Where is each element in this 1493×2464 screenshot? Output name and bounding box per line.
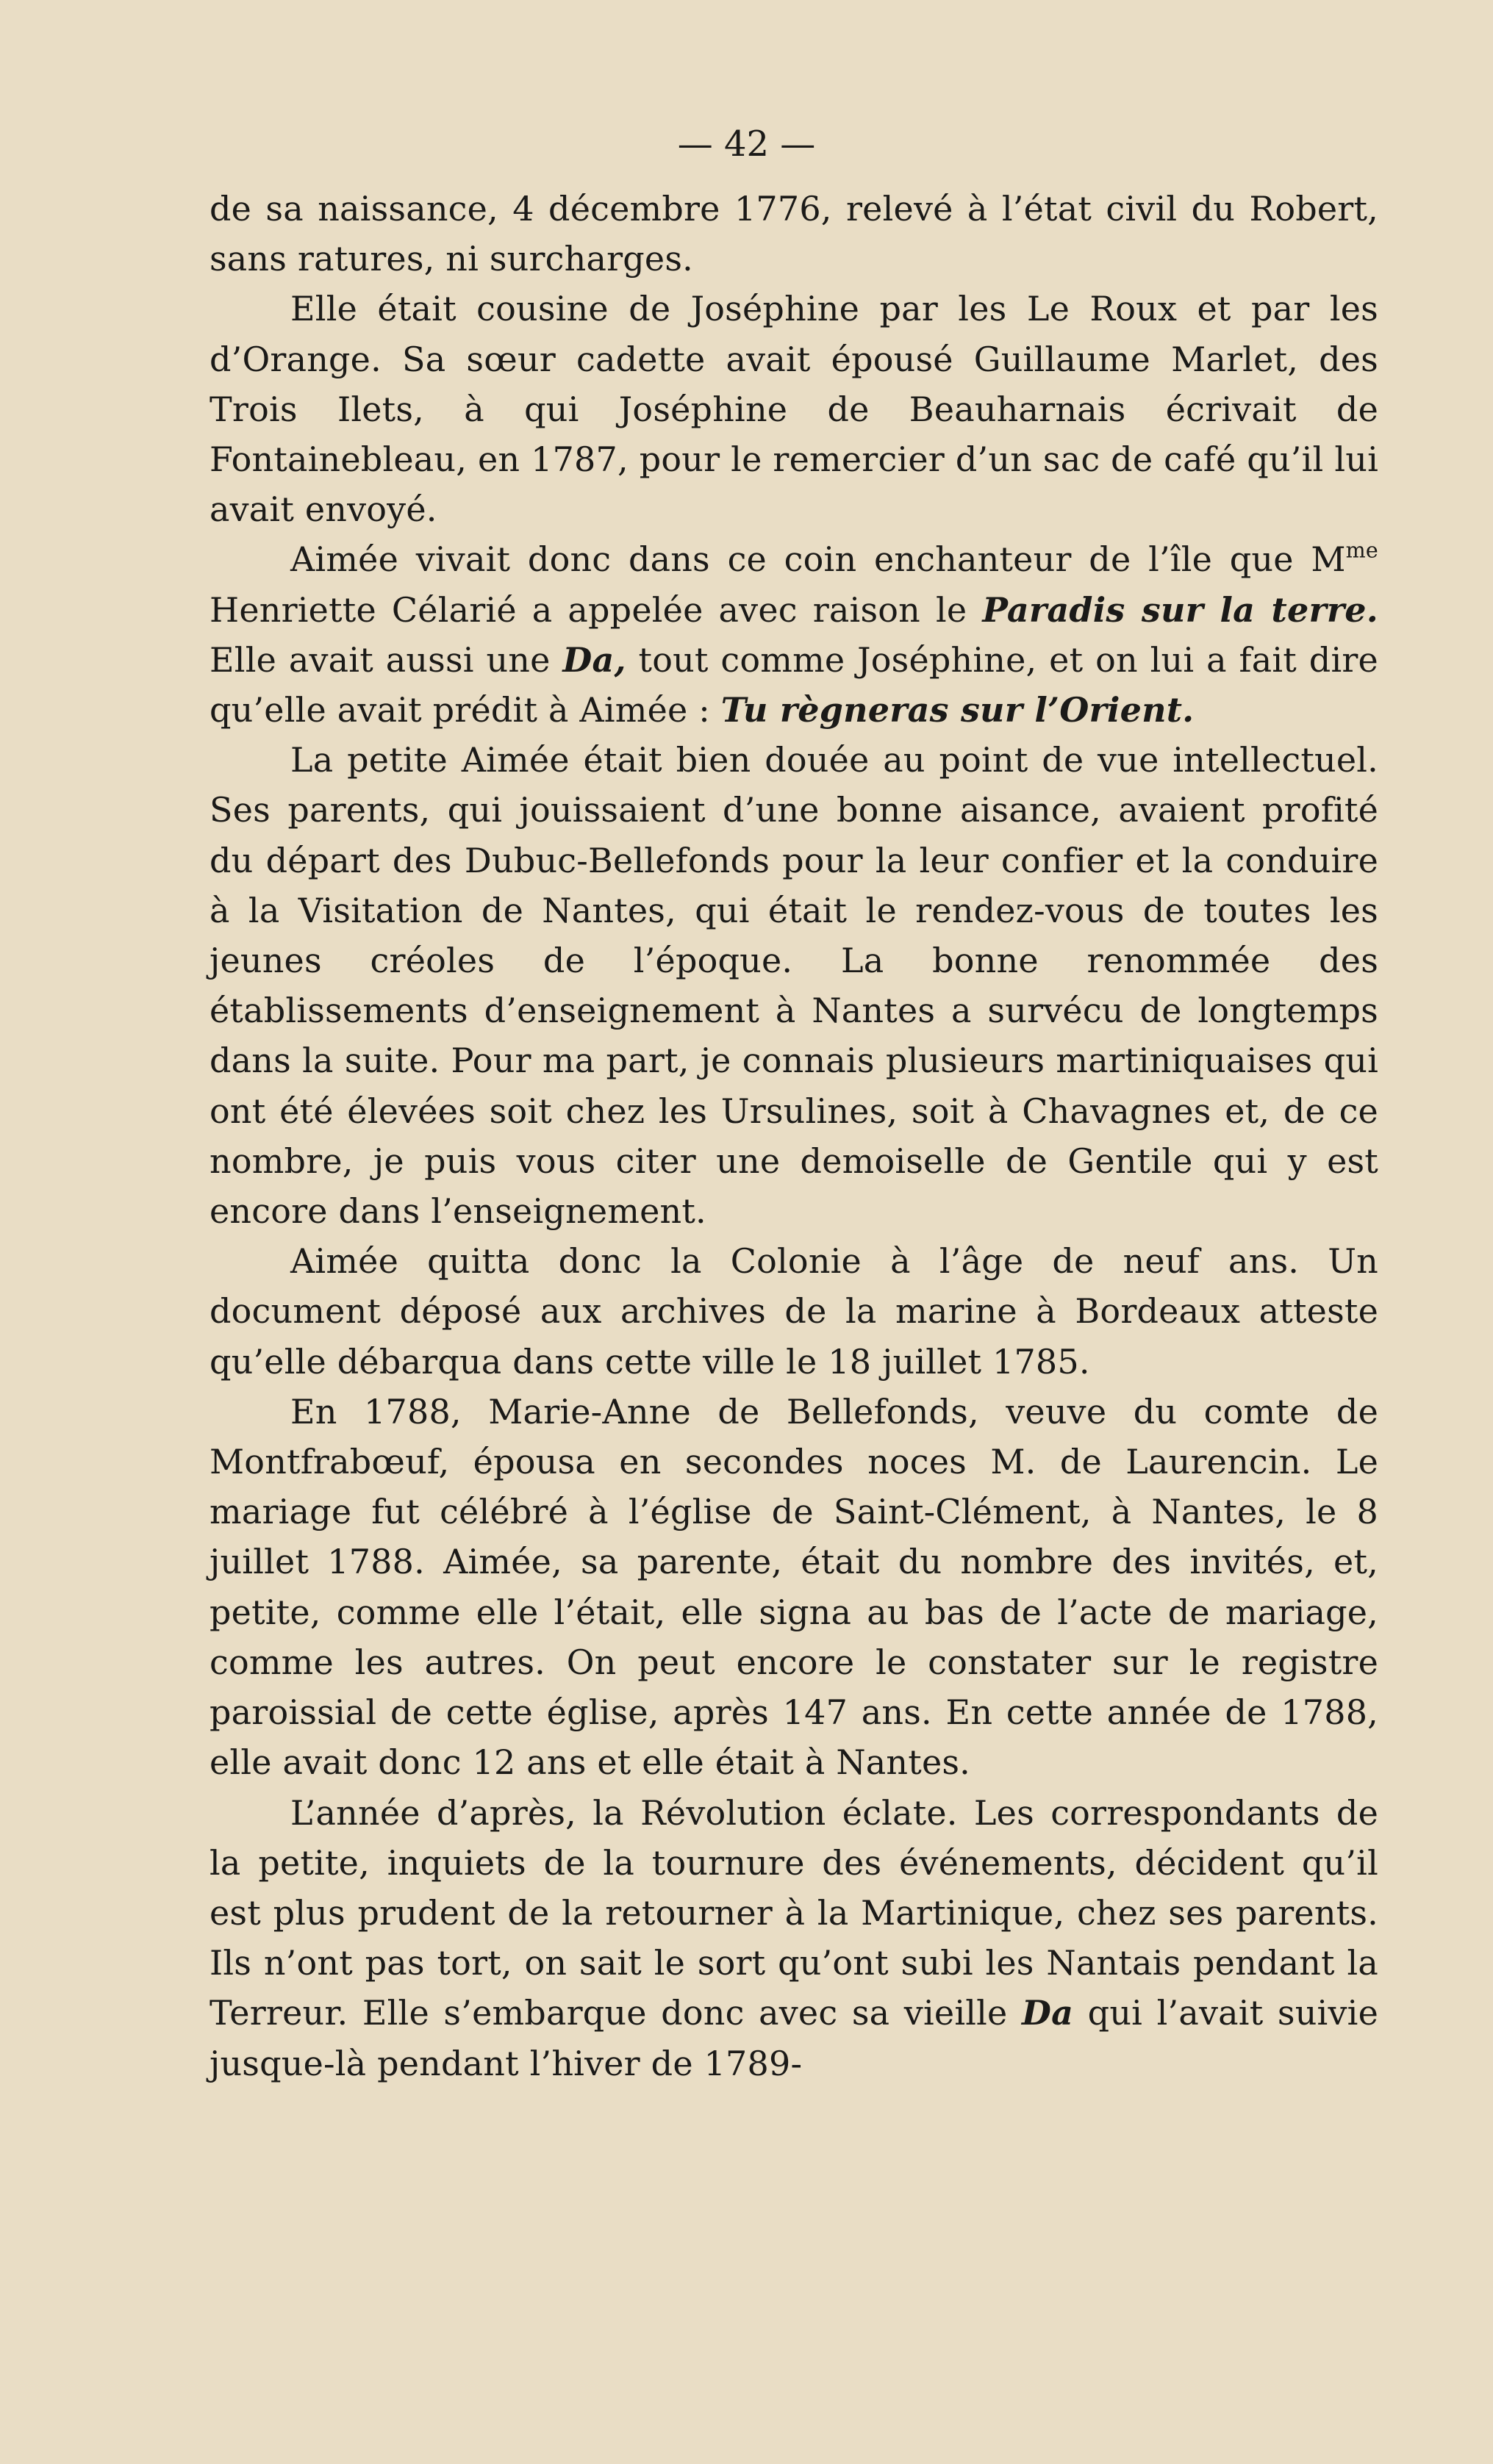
paragraph-text: tout comme Joséphine, et on lui a fait dire qu’elle avait prédit à Aimée : bbox=[210, 639, 1378, 730]
paragraph bbox=[210, 284, 1378, 534]
paragraph bbox=[210, 1387, 1378, 1788]
paragraph-text: Aimée vivait donc dans ce coin enchanteur de l’île que M bbox=[290, 539, 1346, 580]
body-text bbox=[210, 184, 1378, 2088]
paragraph bbox=[210, 735, 1378, 1236]
paragraph-text: de sa naissance, 4 décembre 1776, relevé à l’état civil du Robert, sans ratures, ni surcharges. bbox=[210, 189, 1378, 279]
page-number: — 42 — bbox=[677, 123, 816, 165]
paragraph-text: Elle avait aussi une bbox=[210, 639, 563, 680]
paragraph-text: En 1788, Marie-Anne de Bellefonds, veuve du comte de Montfrabœuf, épousa en secondes noces M. de Laurencin. Le mariage fut célébré à l’église de Saint-Clément, à Nantes, le 8 juillet 1788. Aimée, sa parente, était du nombre des invités, et, petite, comme elle l’était, elle signa au bas de l’acte de mariage, comme les autres. On peut encore le constater sur le registre paroissial de cette église, après 147 ans. En cette année de 1788, elle avait donc 12 ans et elle était à Nantes. bbox=[210, 1391, 1378, 1783]
paragraph bbox=[210, 534, 1378, 735]
paragraph-text: Aimée quitta donc la Colonie à l’âge de neuf ans. Un document déposé aux archives de la marine à Bordeaux atteste qu’elle débarqua dans cette ville le 18 juillet 1785. bbox=[210, 1241, 1378, 1382]
paragraph-text: La petite Aimée était bien douée au point de vue intellectuel. Ses parents, qui jouissaient d’une bonne aisance, avaient profité du départ des Dubuc-Bellefonds pour la leur confier et la conduire à la Visitation de Nantes, qui était le rendez-vous de toutes les jeunes créoles de l’époque. La bonne renommée des établissements d’enseignement à Nantes a survécu de longtemps dans la suite. Pour ma part, je connais plusieurs martiniquaises qui ont été élevées soit chez les Ursulines, soit à Chavagnes et, de ce nombre, je puis vous citer une demoiselle de Gentile qui y est encore dans l’enseignement. bbox=[210, 740, 1378, 1232]
italic-text: Da bbox=[1022, 1993, 1074, 2033]
paragraph bbox=[210, 1236, 1378, 1387]
italic-text: Tu règneras sur l’Orient. bbox=[720, 690, 1195, 730]
paragraph-text: Henriette Célarié a appelée avec raison le bbox=[210, 589, 983, 630]
italic-text: Da, bbox=[562, 639, 626, 680]
paragraph-text: L’année d’après, la Révolution éclate. Les correspondants de la petite, inquiets de la tournure des événements, décident qu’il est plus prudent de la retourner à la Martinique, chez ses parents. Ils n’ont pas tort, on sait le sort qu’ont subi les Nantais pendant la Terreur. Elle s’embarque donc avec sa vieille bbox=[210, 1792, 1378, 2033]
superscript-text: me bbox=[1345, 538, 1378, 563]
paragraph-text: qui l’avait suivie jusque-là pendant l’hiver de 1789- bbox=[210, 1993, 1378, 2083]
paragraph bbox=[210, 184, 1378, 284]
paragraph-text: Elle était cousine de Joséphine par les Le Roux et par les d’Orange. Sa sœur cadette avait épousé Guillaume Marlet, des Trois Ilets, à qui Joséphine de Beauharnais écrivait de Fontainebleau, en 1787, pour le remercier d’un sac de café qu’il lui avait envoyé. bbox=[210, 289, 1378, 530]
italic-text: Paradis sur la terre. bbox=[982, 589, 1378, 630]
paragraph bbox=[210, 1788, 1378, 2088]
